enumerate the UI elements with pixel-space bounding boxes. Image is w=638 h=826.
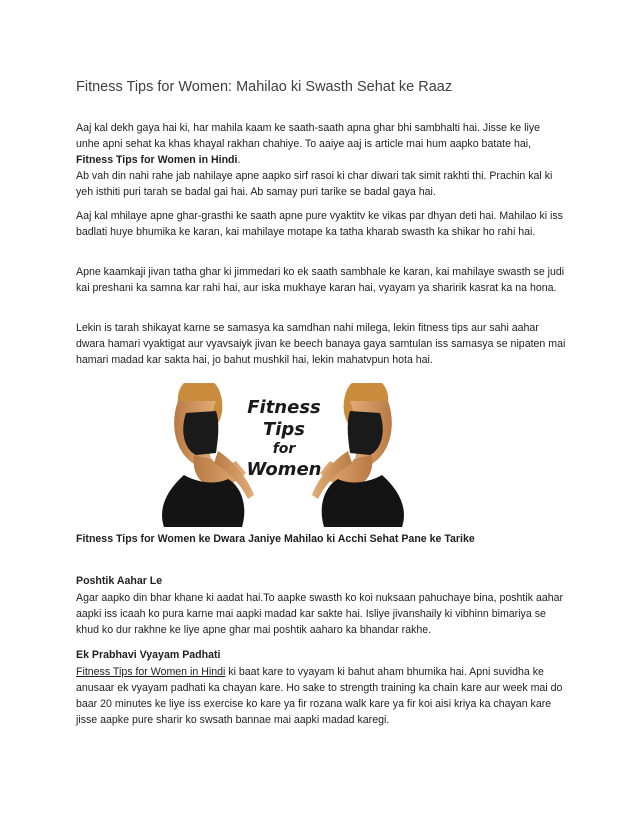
intro-paragraph [76,120,566,200]
section1-heading: Poshtik Aahar Le [76,575,163,587]
section1-body-text: Agar aapko din bhar khane ki aadat hai.To aapke swasth ko koi nuksaan pahuchaye bina, poshtik aahar aapki iss icaah ko pura karne mai aapki madad kar sakte hai. Isliye jivanshaily ki vibhinn bimariya se khud ko dur rakhne ke liye apne ghar mai poshtik aaharo ka bhandar rakhe. [76,592,564,636]
fitness-hero-image [156,383,410,527]
intro-line2: Ab vah din nahi rahe jab nahilaye apne aapko sirf rasoi ki char diwari tak simit rakhti thi. Prachin kal ki yeh isthiti puri tarah se badal gai hai. Ab samay puri tarike se badal gaya hai. [76,170,553,198]
paragraph-2-text: Aaj kal mhilaye apne ghar-grasthi ke saath apne pure vyaktitv ke vikas par dhyan deti hai. Mahilao ki iss badlati huye bhumika ke karan, kai mahilaye motape ka tatha kharab swasth ka shikar ho rahi hai. [76,210,563,238]
intro-bold-link: Fitness Tips for Women in Hindi [76,154,238,166]
paragraph-4-text: Lekin is tarah shikayat karne se samasya ka samdhan nahi milega, lekin fitness tips aur sahi aahar dwara hamari vyaktigat aur vyavsaiyk jivan ke beech banaya gaya samtulan iss samasya se nipaten mai hamari madad kar sakta hai, jo bahut mushkil hai, lekin mahatvpun hota hai. [76,322,566,366]
paragraph-4 [76,320,566,368]
paragraph-2 [76,208,566,240]
section2-body-text: ki baat kare to vyayam ki bahut aham bhumika hai. Apni suvidha ke anusaar ek vyayam padhati ka chayan kare. Ho sake to strength training ka chain kare aur week mai do baar 20 minutes ke liye iss exercise ko kare ya fir rozana walk kare ya fir koi aisi kriya ka chayan kare jisse aapke pure sharir ko swsath bannae mai aapki madad karegi. [76,666,563,726]
paragraph-3-text: Apne kaamkaji jivan tatha ghar ki jimmedari ko ek saath sambhale ke karan, kai mahilaye swasth se judi kai preshani ka samna kar rahi hai, aur iska mukhaye karan hai, vyayam ya sharirik kasrat ka na hona. [76,266,565,294]
section1-body [76,590,566,638]
paragraph-3 [76,264,566,296]
hero-caption-line2: Tips [262,419,306,440]
intro-text-b: . [237,154,241,166]
section-heading: Fitness Tips for Women ke Dwara Janiye Mahilao ki Acchi Sehat Pane ke Tarike [76,533,475,545]
section2-heading: Ek Prabhavi Vyayam Padhati [76,649,221,661]
section2-body [76,664,566,728]
fitness-tips-link[interactable]: Fitness Tips for Women in Hindi [76,666,226,678]
hero-illustration [156,383,410,527]
hero-caption-line1: Fitness [247,397,321,418]
hero-caption-line3: for [272,441,296,457]
hero-caption-line4: Women [246,459,322,480]
intro-text-a: Aaj kal dekh gaya hai ki, har mahila kaam ke saath-saath apna ghar bhi sambhalti hai. Jisse ke liye unhe apni sehat ka khas khayal rakhan chahiye. To aaiye aaj is article mai hum aapko batate hai, [76,122,541,150]
page-title: Fitness Tips for Women: Mahilao ki Swasth Sehat ke Raaz [76,79,453,95]
